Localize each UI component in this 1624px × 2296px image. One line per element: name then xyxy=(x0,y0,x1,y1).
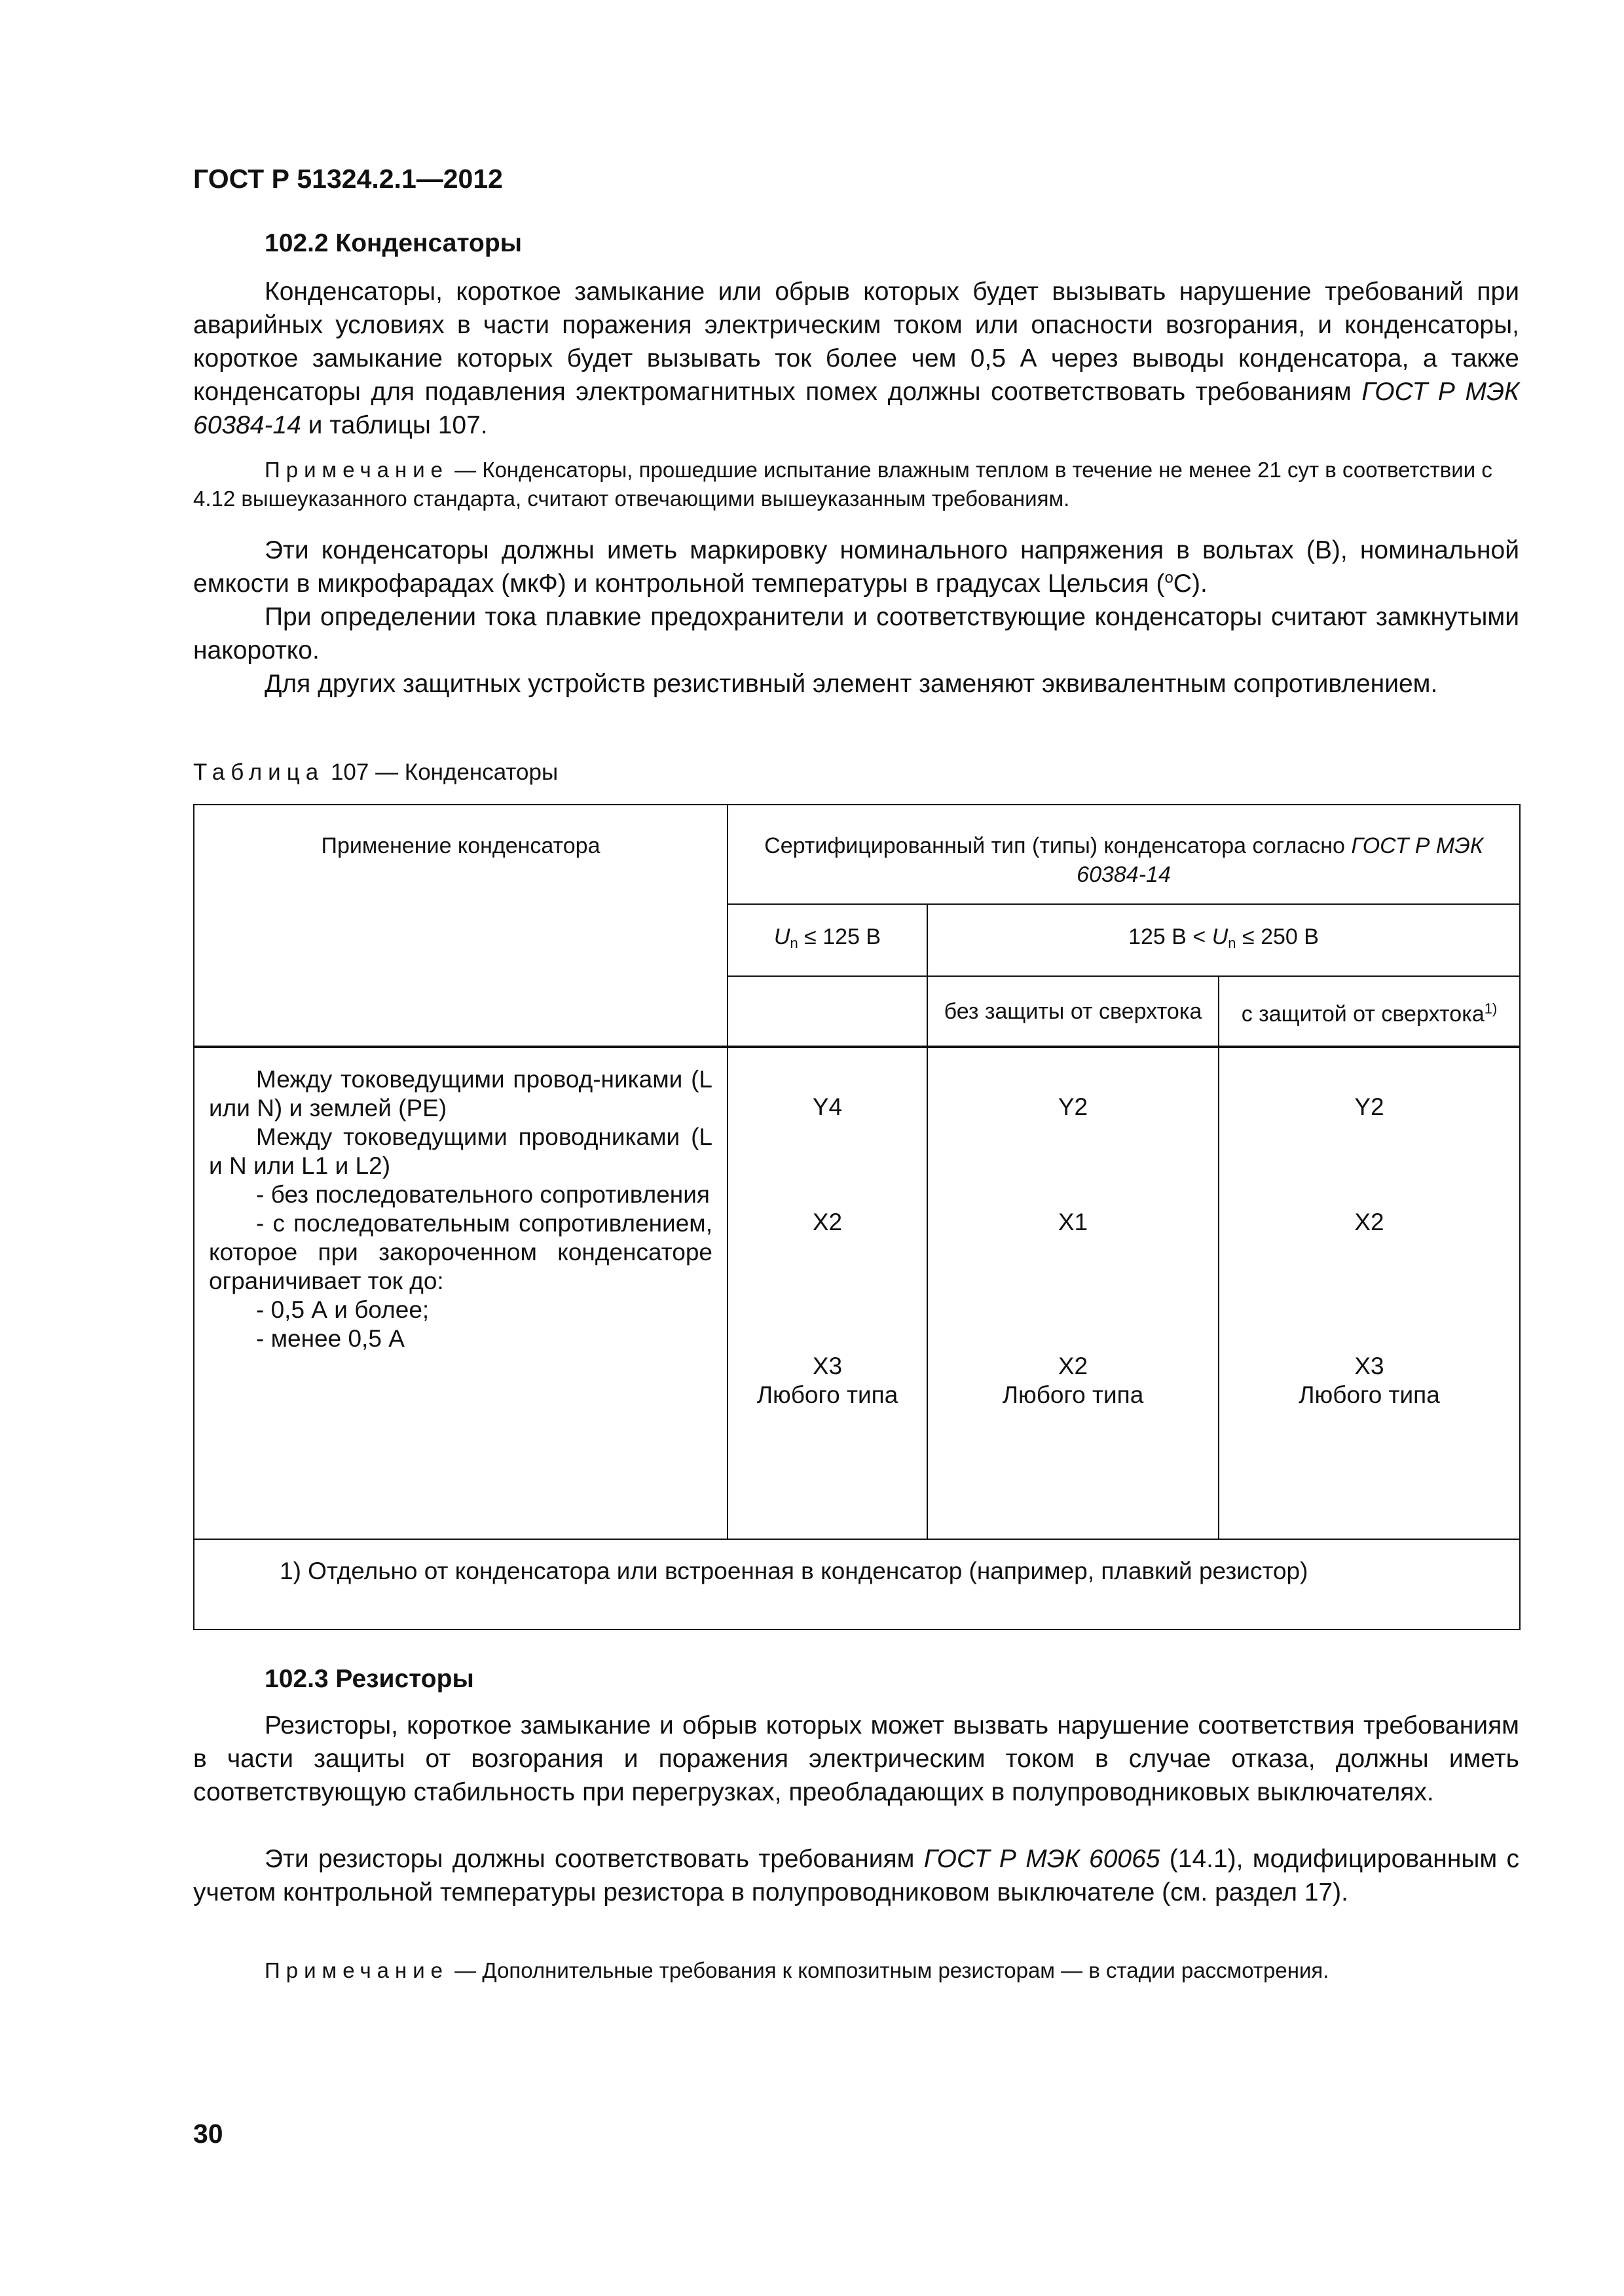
paragraph-capacitors-current: При определении тока плавкие предохранители и соответствующие конденсаторы считают замкнутыми накоротко. xyxy=(193,603,1519,665)
application-line: - 0,5 А и более; xyxy=(256,1296,430,1323)
application-line: Между токоведущими провод-никами (L или N) и землей (PE) xyxy=(209,1066,712,1121)
table-value: Y2 xyxy=(1354,1093,1384,1120)
application-line: - без последовательного сопротивления xyxy=(256,1181,710,1208)
table-value: Любого типа xyxy=(1299,1381,1440,1408)
table-footnote: 1) Отдельно от конденсатора или встроенная в конденсатор (например, плавкий резистор) xyxy=(194,1539,1520,1630)
header-certified-types: Сертифицированный тип (типы) конденсатора согласно ГОСТ Р МЭК 60384-14 xyxy=(728,805,1520,904)
header-empty-cell xyxy=(728,976,927,1047)
header-voltage-125-250: 125 $В < U_n \le 250$ В xyxy=(927,904,1520,976)
table-value: X1 xyxy=(1058,1209,1088,1235)
document-code: ГОСТ Р 51324.2.1—2012 xyxy=(193,164,503,194)
column-with-protection xyxy=(1219,1047,1520,1539)
section-title-capacitors: 102.2 Конденсаторы xyxy=(265,229,523,257)
table-caption: Таблица 107 — Конденсаторы xyxy=(193,759,559,785)
standard-reference: ГОСТ Р МЭК 60384-14 xyxy=(193,378,1519,439)
table-value: Y4 xyxy=(812,1093,843,1120)
note-capacitors: Примечание — Конденсаторы, прошедшие испытание влажным теплом в течение не менее 21 сут в соответствии с 4.12 вышеуказанного стандарта, считают отвечающими вышеуказанным требованиям. xyxy=(193,458,1492,511)
header-voltage-up-to-125: $U_n \le 125$ В xyxy=(728,904,927,976)
paragraph-resistors-standard: Эти резисторы должны соответствовать требованиям ГОСТ Р МЭК 60065 (14.1), модифицированным с учетом контрольной температуры резистора в полупроводниковом выключателе (см. раздел 17). xyxy=(193,1845,1519,1906)
paragraph-capacitors-requirements: Конденсаторы, короткое замыкание или обрыв которых будет вызывать нарушение требований при аварийных условиях в части поражения электрическим током или опасности возгорания, и конденсаторы, короткое замыкание которых будет вызывать ток более чем 0,5 А через выводы конденсатора, а также конденсаторы для подавления электромагнитных помех должны соответствовать требованиям ГОСТ Р МЭК 60384-14 и таблицы 107. xyxy=(193,278,1519,439)
page-number: 30 xyxy=(193,2119,223,2149)
section-title-resistors: 102.3 Резисторы xyxy=(265,1665,474,1693)
header-no-overcurrent-protection: без защиты от сверхтока xyxy=(927,976,1219,1047)
note-label: Примечание xyxy=(265,458,449,482)
table-value: X3 xyxy=(812,1353,843,1379)
note-label: Примечание xyxy=(265,1958,449,1982)
standard-reference: ГОСТ Р МЭК 60065 xyxy=(923,1845,1160,1873)
header-application: Применение конденсатора xyxy=(194,805,728,1047)
header-with-overcurrent-protection: с защитой от сверхтока$^{1)}$ xyxy=(1219,976,1520,1047)
paragraph-resistors-requirements: Резисторы, короткое замыкание и обрыв которых может вызвать нарушение соответствия требованиям в части защиты от возгорания и поражения электрическим током в случае отказа, должны иметь соответствующую стабильность при перегрузках, преобладающих в полупроводниковых выключателях. xyxy=(193,1711,1519,1806)
paragraph-capacitors-marking: Эти конденсаторы должны иметь маркировку номинального напряжения в вольтах (В), номинальной емкости в микрофарадах (мкФ) и контрольной температуры в градусах Цельсия ($^о$С). xyxy=(193,536,1519,598)
paragraph-protective-devices: Для других защитных устройств резистивный элемент заменяют эквивалентным сопротивлением. xyxy=(265,670,1438,698)
table-value: X2 xyxy=(1354,1209,1384,1235)
application-cell xyxy=(194,1047,728,1539)
table-value: Y2 xyxy=(1058,1093,1088,1120)
note-resistors: Примечание — Дополнительные требования к композитным резисторам — в стадии рассмотрения. xyxy=(265,1958,1329,1982)
application-line: Между токоведущими проводниками (L и N или L1 и L2) xyxy=(209,1123,712,1179)
capacitors-table xyxy=(193,804,1521,1630)
table-value: Любого типа xyxy=(756,1381,898,1408)
application-line: - с последовательным сопротивлением, которое при закороченном конденсаторе ограничивает ток до: xyxy=(209,1210,712,1294)
table-value: X2 xyxy=(1058,1353,1088,1379)
column-no-protection xyxy=(927,1047,1219,1539)
table-value: X3 xyxy=(1354,1353,1384,1379)
table-value: Любого типа xyxy=(1002,1381,1144,1408)
table-value: X2 xyxy=(812,1209,843,1235)
column-up-to-125 xyxy=(728,1047,927,1539)
application-line: - менее 0,5 А xyxy=(256,1325,405,1352)
